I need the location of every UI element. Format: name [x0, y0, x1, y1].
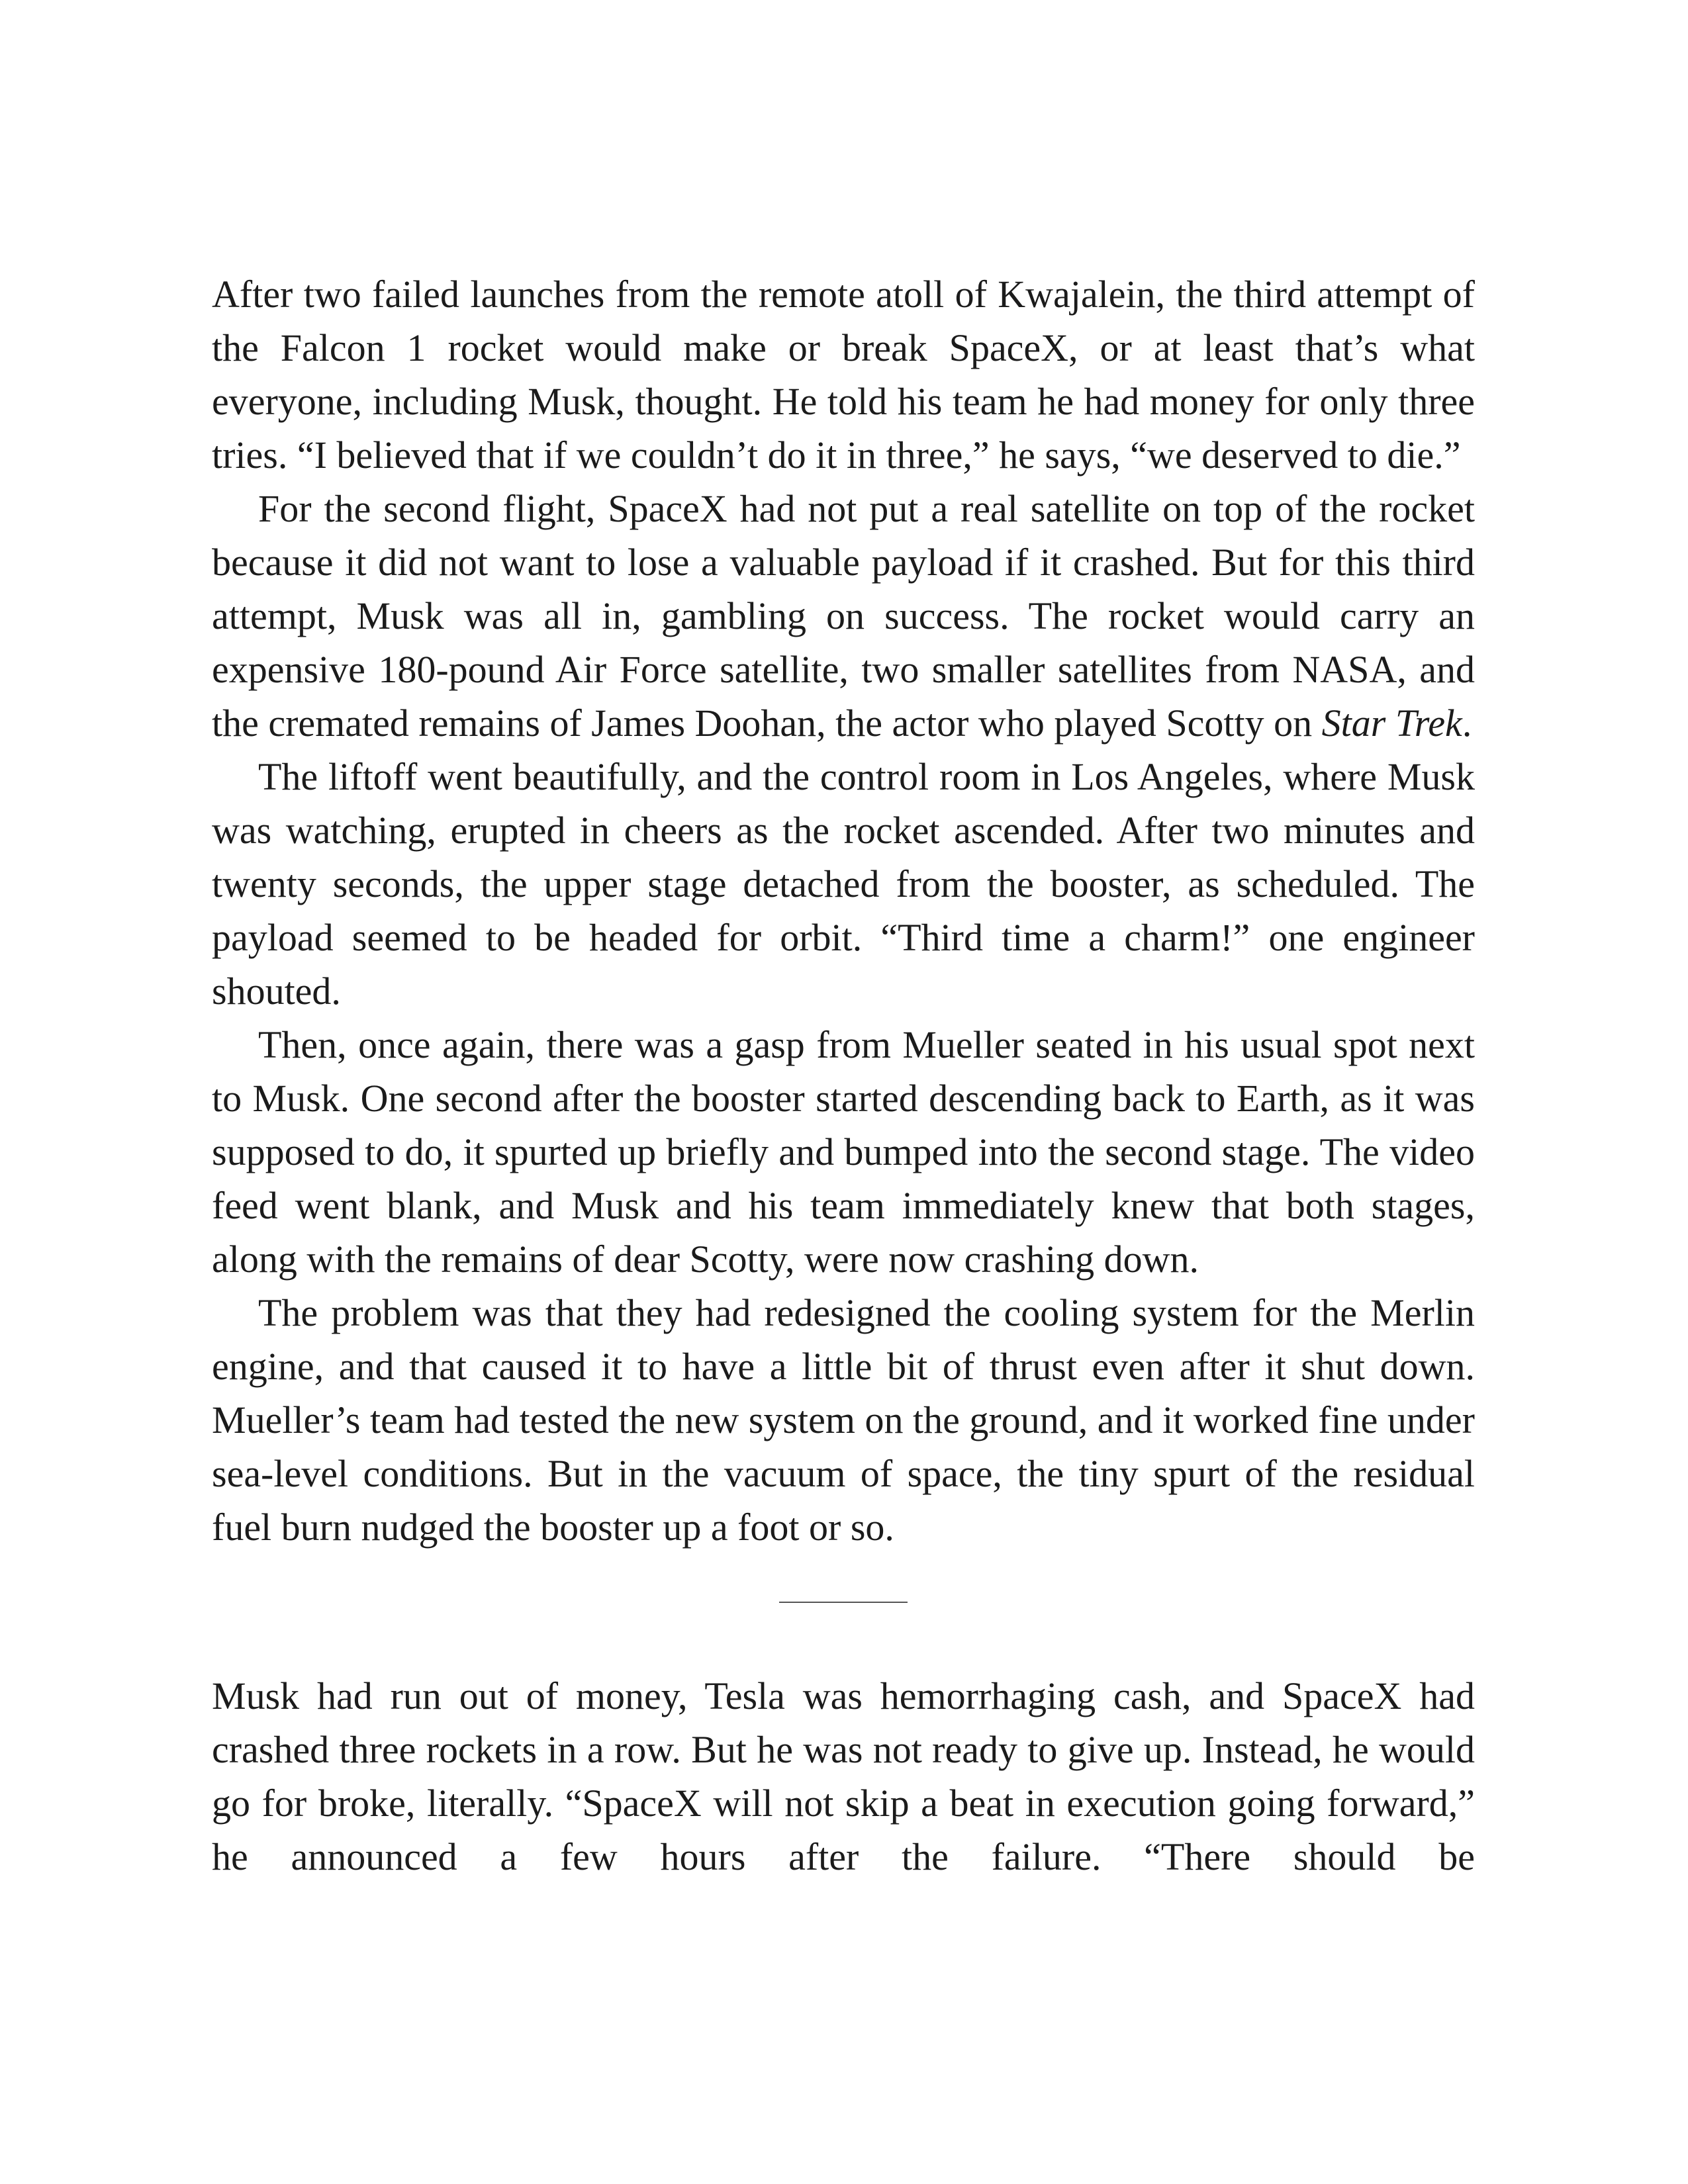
section-break-rule — [779, 1602, 908, 1603]
paragraph-3: The liftoff went beautifully, and the control room in Los Angeles, where Musk was watching, erupted in cheers as the rocket ascended. After two minutes and twenty seconds, the upper stage detached from the booster, as scheduled. The payload seemed to be headed for orbit. “Third time a charm!” one engineer shouted. — [212, 755, 1475, 1013]
paragraph-2-text: For the second flight, SpaceX had not put a real satellite on top of the rocket because it did not want to lose a valuable payload if it crashed. But for this third attempt, Musk was all in, gambling on success. The rocket would carry an expensive 180-pound Air Force satellite, two smaller satellites from NASA, and the cremated remains of James Doohan, the actor who played Scotty on — [212, 487, 1475, 745]
paragraph-1: After two failed launches from the remote atoll of Kwajalein, the third attempt of the Falcon 1 rocket would make or break SpaceX, or at least that’s what everyone, including Musk, thought. He told his team he had money for only three tries. “I believed that if we couldn’t do it in three,” he says, “we deserved to die.” — [212, 273, 1475, 477]
paragraph-6: Musk had run out of money, Tesla was hemorrhaging cash, and SpaceX had crashed three rockets in a row. But he was not ready to give up. Instead, he would go for broke, literally. “SpaceX will not skip a beat in execution going forward,” he announced a few hours after the failure. “There should be — [212, 1674, 1475, 1878]
page-body — [212, 267, 1475, 1884]
paragraph-5: The problem was that they had redesigned the cooling system for the Merlin engine, and that caused it to have a little bit of thrust even after it shut down. Mueller’s team had tested the new system on the ground, and it worked fine under sea-level conditions. But in the vacuum of space, the tiny spurt of the residual fuel burn nudged the booster up a foot or so. — [212, 1291, 1475, 1549]
paragraph-2-italic-title: Star Trek — [1321, 702, 1462, 745]
paragraph-2 — [212, 482, 1475, 750]
paragraph-2-tail: . — [1462, 702, 1472, 745]
paragraph-4: Then, once again, there was a gasp from Mueller seated in his usual spot next to Musk. One second after the booster started descending back to Earth, as it was supposed to do, it spurted up briefly and bumped into the second stage. The video feed went blank, and Musk and his team immediately knew that both stages, along with the remains of dear Scotty, were now crashing down. — [212, 1023, 1475, 1281]
